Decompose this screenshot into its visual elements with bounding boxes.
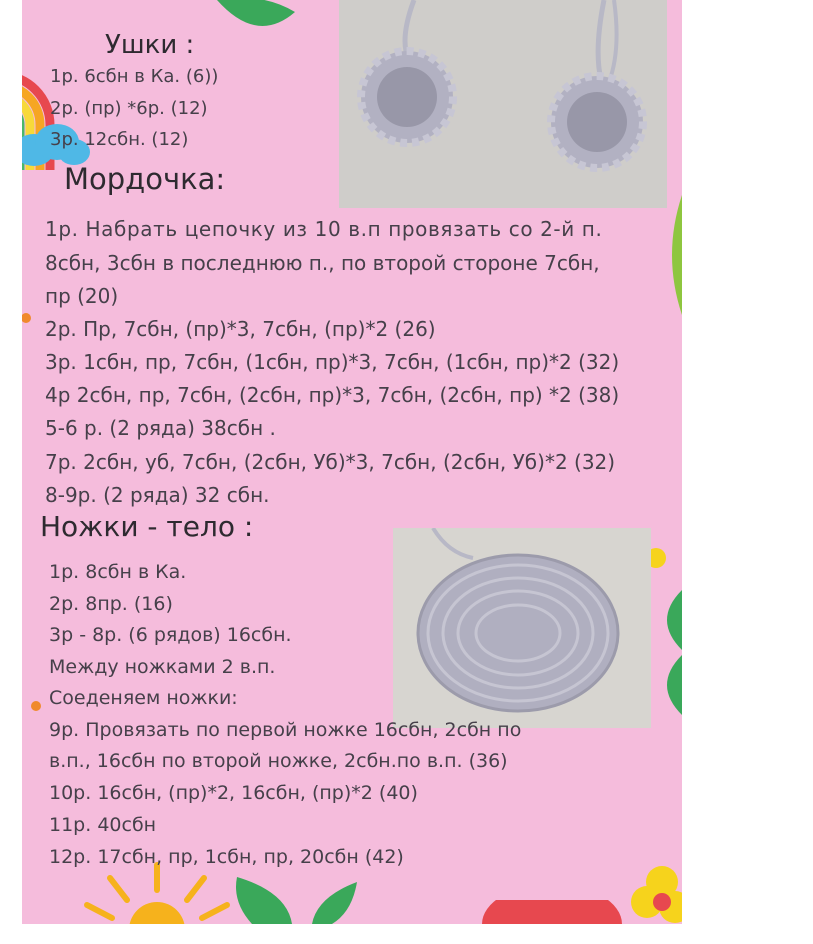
muzzle-row: пр (20) — [45, 284, 119, 308]
legs-row: 12р. 17сбн, пр, 1сбн, пр, 20сбн (42) — [49, 846, 404, 868]
muzzle-row: 8сбн, 3сбн в последнюю п., по второй стороне 7сбн, — [45, 251, 600, 275]
muzzle-row: 1р. Набрать цепочку из 10 в.п провязать со 2-й п. — [45, 217, 603, 241]
flower-icon — [627, 862, 682, 924]
bullet-icon — [22, 312, 34, 324]
ears-photo — [339, 0, 667, 208]
legs-row: 11р. 40сбн — [49, 814, 157, 836]
body-photo — [393, 528, 651, 728]
rainbow-icon — [482, 900, 622, 924]
ears-image — [339, 0, 667, 208]
ears-row: 2р. (пр) *6р. (12) — [50, 98, 208, 119]
legs-row: Соеденяем ножки: — [49, 687, 238, 709]
muzzle-row: 5-6 р. (2 ряда) 38сбн . — [45, 416, 276, 440]
legs-row: 9р. Провязать по первой ножке 16сбн, 2сбн по — [49, 719, 522, 741]
legs-title: Ножки - тело : — [40, 510, 254, 543]
legs-row: 10р. 16сбн, (пр)*2, 16сбн, (пр)*2 (40) — [49, 782, 418, 804]
ears-title: Ушки : — [105, 30, 195, 60]
muzzle-row: 7р. 2сбн, уб, 7сбн, (2сбн, Уб)*3, 7сбн, (2сбн, Уб)*2 (32) — [45, 450, 616, 474]
ears-row: 1р. 6сбн в Ка. (6)) — [50, 66, 219, 87]
ears-row: 3р. 12сбн. (12) — [50, 129, 189, 150]
bullet-icon — [30, 700, 42, 712]
muzzle-row: 4р 2сбн, пр, 7сбн, (2сбн, пр)*3, 7сбн, (2сбн, пр) *2 (38) — [45, 383, 620, 407]
pattern-page — [22, 0, 682, 924]
leaf-icon — [232, 872, 362, 924]
legs-row: в.п., 16сбн по второй ножке, 2сбн.по в.п. (36) — [49, 750, 508, 772]
leaf-icon — [662, 195, 682, 315]
legs-row: Между ножками 2 в.п. — [49, 656, 276, 678]
muzzle-row: 2р. Пр, 7сбн, (пр)*3, 7сбн, (пр)*2 (26) — [45, 317, 436, 341]
legs-row: 1р. 8сбн в Ка. — [49, 561, 187, 583]
muzzle-row: 3р. 1сбн, пр, 7сбн, (1сбн, пр)*3, 7сбн, (1сбн, пр)*2 (32) — [45, 350, 620, 374]
muzzle-row: 8-9р. (2 ряда) 32 сбн. — [45, 483, 270, 507]
legs-row: 3р - 8р. (6 рядов) 16сбн. — [49, 624, 292, 646]
muzzle-title: Мордочка: — [64, 162, 226, 196]
body-image — [393, 528, 651, 728]
sun-icon — [62, 860, 252, 924]
legs-row: 2р. 8пр. (16) — [49, 593, 173, 615]
leaf-icon — [652, 590, 682, 720]
leaf-icon — [217, 0, 297, 40]
